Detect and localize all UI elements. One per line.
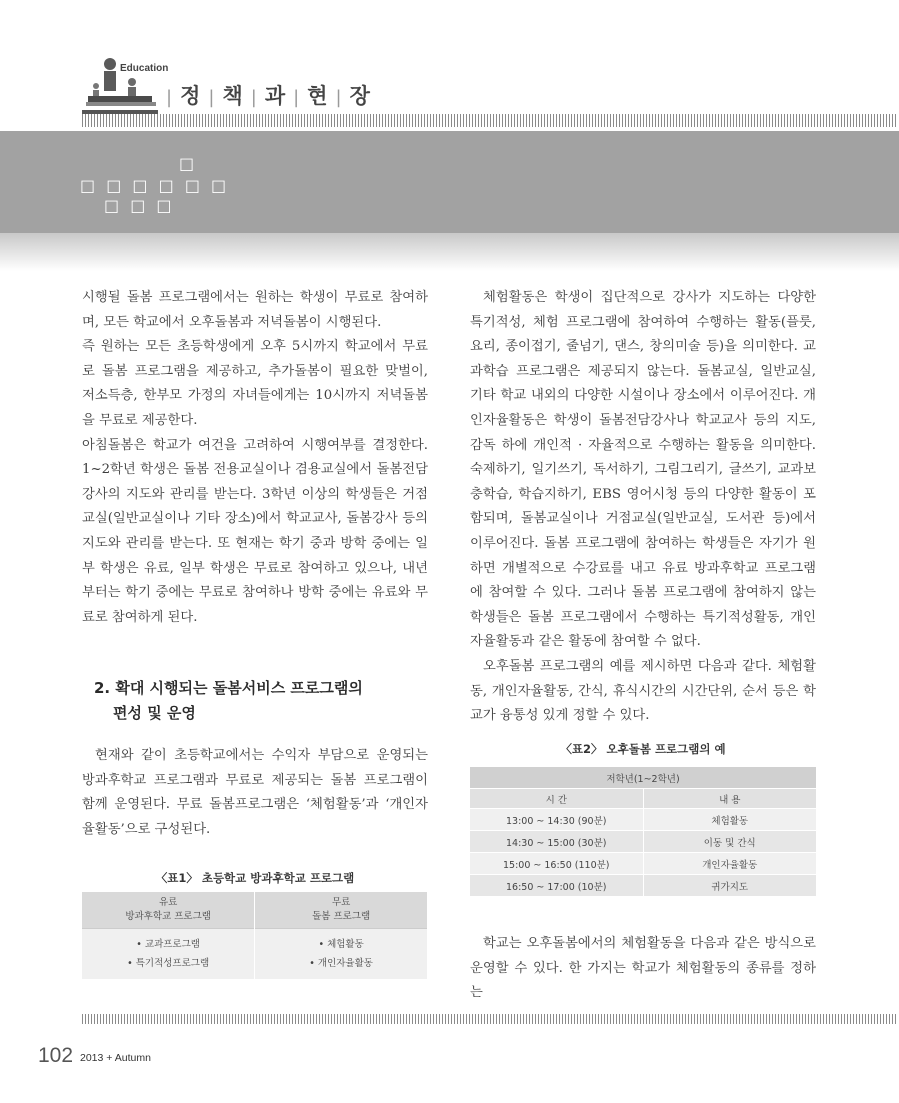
section-title-char: 장 — [349, 84, 372, 108]
section-heading-line-2: 편성 및 운영 — [113, 704, 196, 722]
article-title-row-1: □ — [179, 154, 198, 173]
time-cell: 16:50 ~ 17:00 (10분) — [470, 875, 643, 897]
section-title-char: 과 — [264, 84, 288, 108]
body-paragraph: 시행될 돌봄 프로그램에서는 원하는 학생이 무료로 참여하며, 모든 학교에서 오후돌봄과 저녁돌봄이 시행된다. — [82, 290, 428, 330]
title-divider: | — [293, 87, 302, 108]
table1 — [82, 892, 428, 979]
footer-rule — [82, 1014, 897, 1024]
body-paragraph: 현재와 같이 초등학교에서는 수익자 부담으로 운영되는 방과후학교 프로그램과 무료로 제공되는 돌봄 프로그램이 함께 운영된다. 무료 돌봄프로그램은 ‘체험활동’과 ‘개인자율활동’으로 구성된다. — [82, 748, 428, 837]
title-band — [0, 131, 899, 233]
title-divider: | — [166, 87, 175, 108]
body-paragraph: 즉 원하는 모든 초등학생에게 오후 5시까지 학교에서 무료로 돌봄 프로그램을 제공하고, 추가돌봄이 필요한 맞벌이, 저소득층, 한부모 가정의 자녀들에게는 10시까지 저녁돌봄을 무료로 제공한다. — [82, 339, 428, 428]
content-cell: 개인자율활동 — [643, 853, 816, 875]
article-title-row-3: □ □ □ — [104, 196, 175, 215]
table2-caption: 〈표2〉 오후돌봄 프로그램의 예 — [560, 742, 726, 756]
page-header — [0, 0, 899, 130]
header-rule — [82, 114, 897, 127]
table2 — [470, 767, 816, 896]
table-header-row — [82, 892, 428, 929]
table-header-cell — [82, 892, 255, 929]
right-column-lower — [470, 932, 816, 1006]
left-column — [82, 286, 428, 630]
header-line: 돌봄 프로그램 — [312, 911, 371, 922]
title-divider: | — [250, 87, 259, 108]
time-cell: 15:00 ~ 16:50 (110분) — [470, 853, 643, 875]
section-title-char: 책 — [222, 84, 245, 108]
body-paragraph: 학교는 오후돌봄에서의 체험활동을 다음과 같은 방식으로 운영할 수 있다. 한 가지는 학교가 체험활동의 종류를 정하는 — [470, 936, 816, 1001]
header-line: 방과후학교 프로그램 — [125, 911, 211, 922]
band-gradient — [0, 233, 899, 271]
section-title-char: 현 — [307, 84, 330, 108]
content-cell: 이동 및 간식 — [643, 831, 816, 853]
title-divider: | — [335, 87, 344, 108]
header-line: 유료 — [158, 897, 178, 908]
list-item: • 체험활동 — [318, 939, 364, 950]
table-header-row — [470, 789, 816, 809]
body-paragraph: 체험활동은 학생이 집단적으로 강사가 지도하는 다양한 특기적성, 체험 프로그램에 참여하여 수행하는 활동(플룻, 요리, 종이접기, 줄넘기, 댄스, 창의미술 등)을 의미한다. 교과학습 프로그램은 제공되지 않는다. 돌봄교실, 일반교실, 기타 학교 내외의 다양한 시설이나 장소에서 이루어진다. 개인자율활동은 학생이 돌봄전담강사나 학교교사 등의 지도, 감독 하에 개인적 · 자율적으로 수행하는 활동을 의미한다. 숙제하기, 일기쓰기, 독서하기, 그림그리기, 글쓰기, 교과보충학습, 학습지하기, EBS 영어시청 등의 다양한 활동이 포함되며, 돌봄교실이나 거점교실(일반교실, 도서관 등)에서 이루어진다. 돌봄 프로그램에 참여하는 학생들은 자기가 원하면 개별적으로 수강료를 내고 유료 방과후학교 프로그램에 참여할 수 있다. 그러나 돌봄 프로그램에 참여하지 않는 학생들은 돌봄 프로그램에서 수행하는 특기적성활동, 개인자율활동과 같은 활동에 참여할 수 없다. — [470, 290, 816, 650]
section-title — [160, 80, 372, 110]
body-paragraph: 오후돌봄 프로그램의 예를 제시하면 다음과 같다. 체험활동, 개인자율활동, 간식, 휴식시간의 시간단위, 순서 등은 학교가 융통성 있게 정할 수 있다. — [470, 658, 816, 724]
section-title-char: 정 — [180, 84, 203, 108]
list-item: • 개인자율활동 — [309, 958, 373, 969]
time-cell: 13:00 ~ 14:30 (90분) — [470, 809, 643, 831]
content-cell: 귀가지도 — [643, 875, 816, 897]
header-line: 무료 — [331, 897, 351, 908]
table-group-header: 저학년(1~2학년) — [470, 767, 816, 789]
table-row — [470, 853, 816, 875]
body-paragraph: 아침돌봄은 학교가 여건을 고려하여 시행여부를 결정한다. 1~2학년 학생은 돌봄 전용교실이나 겸용교실에서 돌봄전담강사의 지도와 관리를 받는다. 3학년 이상의 학생들은 거점교실(일반교실이나 기타 장소)에서 학교교사, 돌봄강사 등의 지도와 관리를 받는다. 또 현재는 학기 중과 방학 중에는 일부 학생은 유료, 일부 학생은 무료로 참여하고 있으나, 내년부터는 학기 중에는 무료로 참여하나 방학 중에는 유료와 무료로 참여하게 된다. — [82, 437, 428, 625]
title-divider: | — [208, 87, 217, 108]
issue-label: 2013 + Autumn — [80, 1052, 151, 1064]
content-column-header: 내 용 — [643, 789, 816, 809]
content-cell: 체험활동 — [643, 809, 816, 831]
table-row — [82, 929, 428, 980]
time-cell: 14:30 ~ 15:00 (30분) — [470, 831, 643, 853]
time-column-header: 시 간 — [470, 789, 643, 809]
article-title-row-2: □ □ □ □ □ □ — [80, 176, 230, 195]
right-column — [470, 286, 816, 729]
table-cell — [255, 929, 428, 980]
table1-caption: 〈표1〉 초등학교 방과후학교 프로그램 — [155, 871, 355, 885]
section-heading-line-1: 2. 확대 시행되는 돌봄서비스 프로그램의 — [94, 679, 363, 697]
page-number: 102 — [38, 1044, 74, 1067]
education-brand-label: Education — [120, 63, 169, 74]
table-row — [470, 809, 816, 831]
list-item: • 특기적성프로그램 — [127, 958, 210, 969]
table-header-cell — [255, 892, 428, 929]
table-row — [470, 875, 816, 897]
table-row — [470, 831, 816, 853]
list-item: • 교과프로그램 — [136, 939, 200, 950]
left-column-lower — [82, 744, 428, 842]
table-group-header-row — [470, 767, 816, 789]
table-cell — [82, 929, 255, 980]
